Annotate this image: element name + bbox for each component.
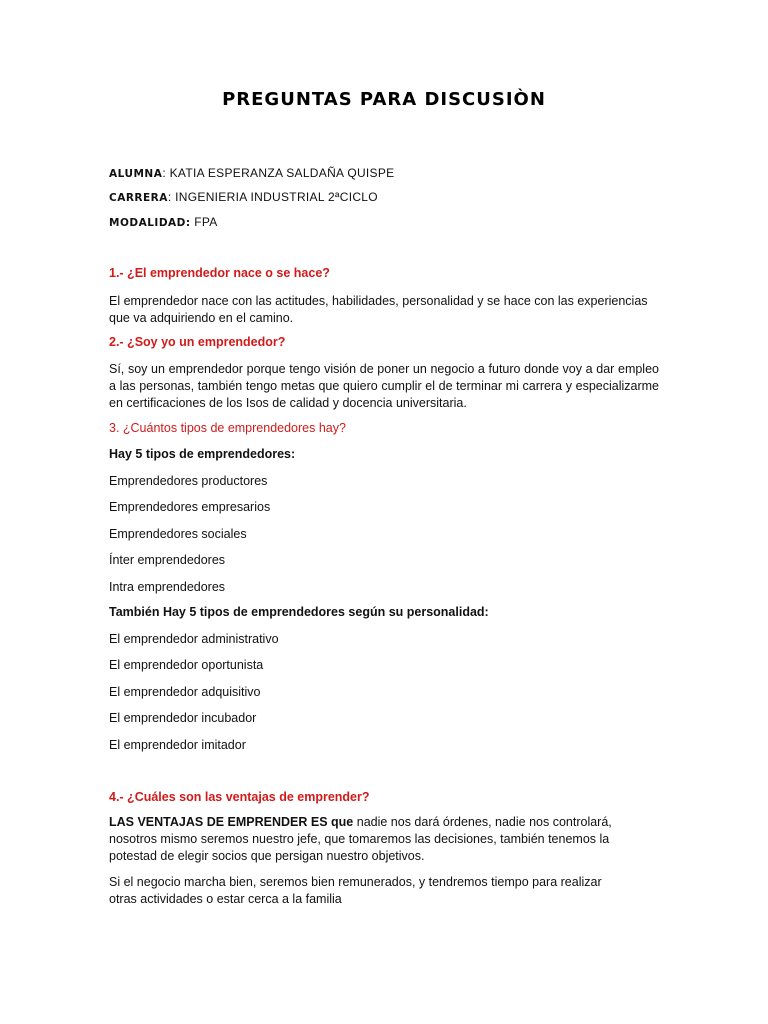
types-item: Ínter emprendedores (109, 553, 226, 567)
types-item: Emprendedores sociales (109, 527, 247, 541)
personality-item: El emprendedor incubador (109, 711, 257, 725)
alumna-label: ALUMNA (109, 168, 163, 180)
answer-4-paragraph-2: Si el negocio marcha bien, seremos bien remunerados, y tendremos tiempo para realizar otras actividades o estar cerca a la familia (109, 875, 602, 906)
question-3: 3. ¿Cuántos tipos de emprendedores hay? (109, 421, 346, 435)
types-item: Intra emprendedores (109, 580, 226, 594)
question-1: 1.- ¿El emprendedor nace o se hace? (109, 266, 330, 280)
page-title: PREGUNTAS PARA DISCUSIÒN (222, 89, 546, 110)
personality-item: El emprendedor administrativo (109, 632, 279, 646)
personality-heading: También Hay 5 tipos de emprendedores según su personalidad: (109, 605, 489, 619)
personality-item: El emprendedor oportunista (109, 658, 264, 672)
alumna-line (109, 166, 394, 180)
answer-4-paragraph-1 (109, 814, 649, 865)
answer-2: Sí, soy un emprendedor porque tengo visión de poner un negocio a futuro donde voy a dar empleo a las personas, también tengo metas que quiero cumplir el de terminar mi carrera y especializarme en certificaciones de los Isos de calidad y docencia universitaria. (109, 362, 659, 410)
modalidad-label: MODALIDAD: (109, 217, 191, 229)
modalidad-line (109, 215, 218, 229)
advantages-lead: LAS VENTAJAS DE EMPRENDER ES que (109, 815, 354, 829)
personality-item: El emprendedor adquisitivo (109, 685, 261, 699)
carrera-label: CARRERA (109, 192, 168, 204)
carrera-line (109, 190, 378, 204)
types-item: Emprendedores productores (109, 474, 268, 488)
modalidad-value: FPA (190, 215, 218, 229)
question-4: 4.- ¿Cuáles son las ventajas de emprender? (109, 790, 370, 804)
question-2: 2.- ¿Soy yo un emprendedor? (109, 335, 286, 349)
types-item: Emprendedores empresarios (109, 500, 271, 514)
carrera-value: : INGENIERIA INDUSTRIAL 2ªCICLO (167, 190, 378, 204)
alumna-value: : KATIA ESPERANZA SALDAÑA QUISPE (162, 166, 395, 180)
personality-item: El emprendedor imitador (109, 738, 246, 752)
types-heading: Hay 5 tipos de emprendedores: (109, 447, 296, 461)
answer-1: El emprendedor nace con las actitudes, habilidades, personalidad y se hace con las experiencias que va adquiriendo en el camino. (109, 294, 648, 325)
advantages-text: nadie nos dará órdenes, nadie nos controlará, nosotros mismo seremos nuestro jefe, que tomaremos las decisiones, también tenemos la potestad de elegir socios que persigan nuestro objetivos. (109, 815, 612, 863)
